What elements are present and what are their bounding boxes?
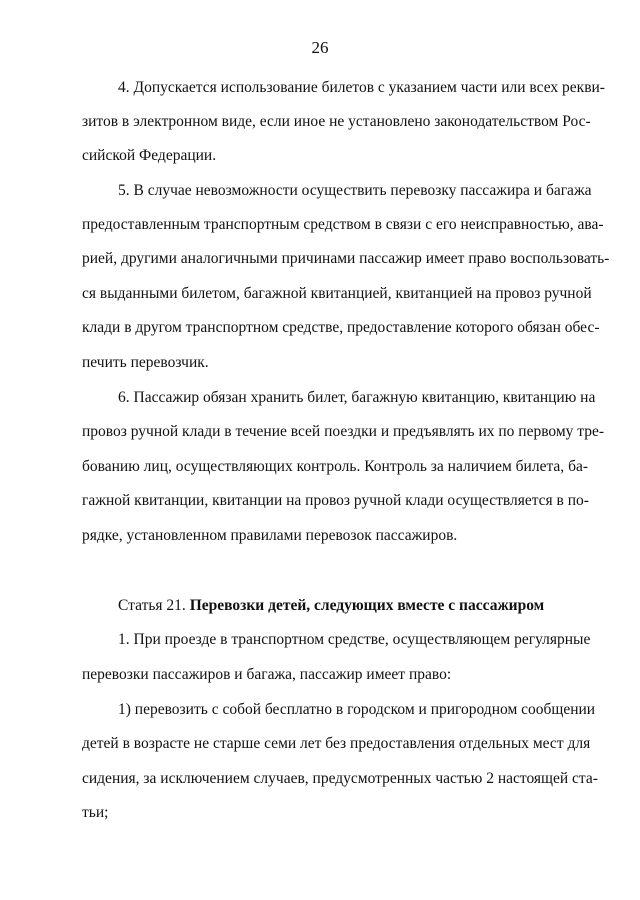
page-number: 26	[311, 38, 329, 57]
article-item-1-line-1: 1) перевозить с собой бесплатно в городском и пригородном сообщении	[118, 701, 596, 718]
paragraph-5-line-4: ся выданными билетом, багажной квитанцией, квитанцией на провоз ручной	[82, 285, 592, 302]
paragraph-5-line-6: печить перевозчик.	[82, 354, 209, 371]
article-item-1-line-4: тьи;	[82, 804, 109, 821]
article-heading	[118, 596, 588, 616]
paragraph-5-line-2: предоставленным транспортным средством в связи с его неисправностью, ава-	[82, 216, 604, 233]
paragraph-5-line-1: 5. В случае невозможности осуществить перевозку пассажира и багажа	[118, 182, 592, 199]
paragraph-6-line-1: 6. Пассажир обязан хранить билет, багажную квитанцию, квитанцию на	[118, 389, 596, 406]
paragraph-4-line-2: зитов в электронном виде, если иное не установлено законодательством Рос-	[82, 113, 591, 130]
article-title: Перевозки детей, следующих вместе с пассажиром	[189, 597, 545, 614]
paragraph-6-line-2: провоз ручной клади в течение всей поездки и предъявлять их по первому тре-	[82, 423, 605, 440]
paragraph-6-line-3: бованию лиц, осуществляющих контроль. Контроль за наличием билета, ба-	[82, 458, 588, 475]
article-item-1-line-2: детей в возрасте не старше семи лет без предоставления отдельных мест для	[82, 735, 591, 752]
paragraph-5-line-5: клади в другом транспортном средстве, предоставление которого обязан обес-	[82, 319, 600, 336]
article-paragraph-1-line-1: 1. При проезде в транспортном средстве, осуществляющем регулярные	[118, 631, 591, 648]
article-paragraph-1-line-2: перевозки пассажиров и багажа, пассажир имеет право:	[82, 666, 452, 683]
paragraph-6-line-5: рядке, установленном правилами перевозок пассажиров.	[82, 527, 458, 544]
paragraph-5-line-3: рией, другими аналогичными причинами пассажир имеет право воспользовать-	[82, 250, 610, 267]
paragraph-6-line-4: гажной квитанции, квитанции на провоз ручной клади осуществляется в по-	[82, 492, 589, 509]
article-prefix: Статья 21.	[118, 597, 190, 614]
article-item-1-line-3: сидения, за исключением случаев, предусмотренных частью 2 настоящей ста-	[82, 770, 598, 787]
paragraph-4-line-3: сийской Федерации.	[82, 147, 217, 164]
paragraph-4-line-1: 4. Допускается использование билетов с указанием части или всех рекви-	[118, 79, 605, 96]
